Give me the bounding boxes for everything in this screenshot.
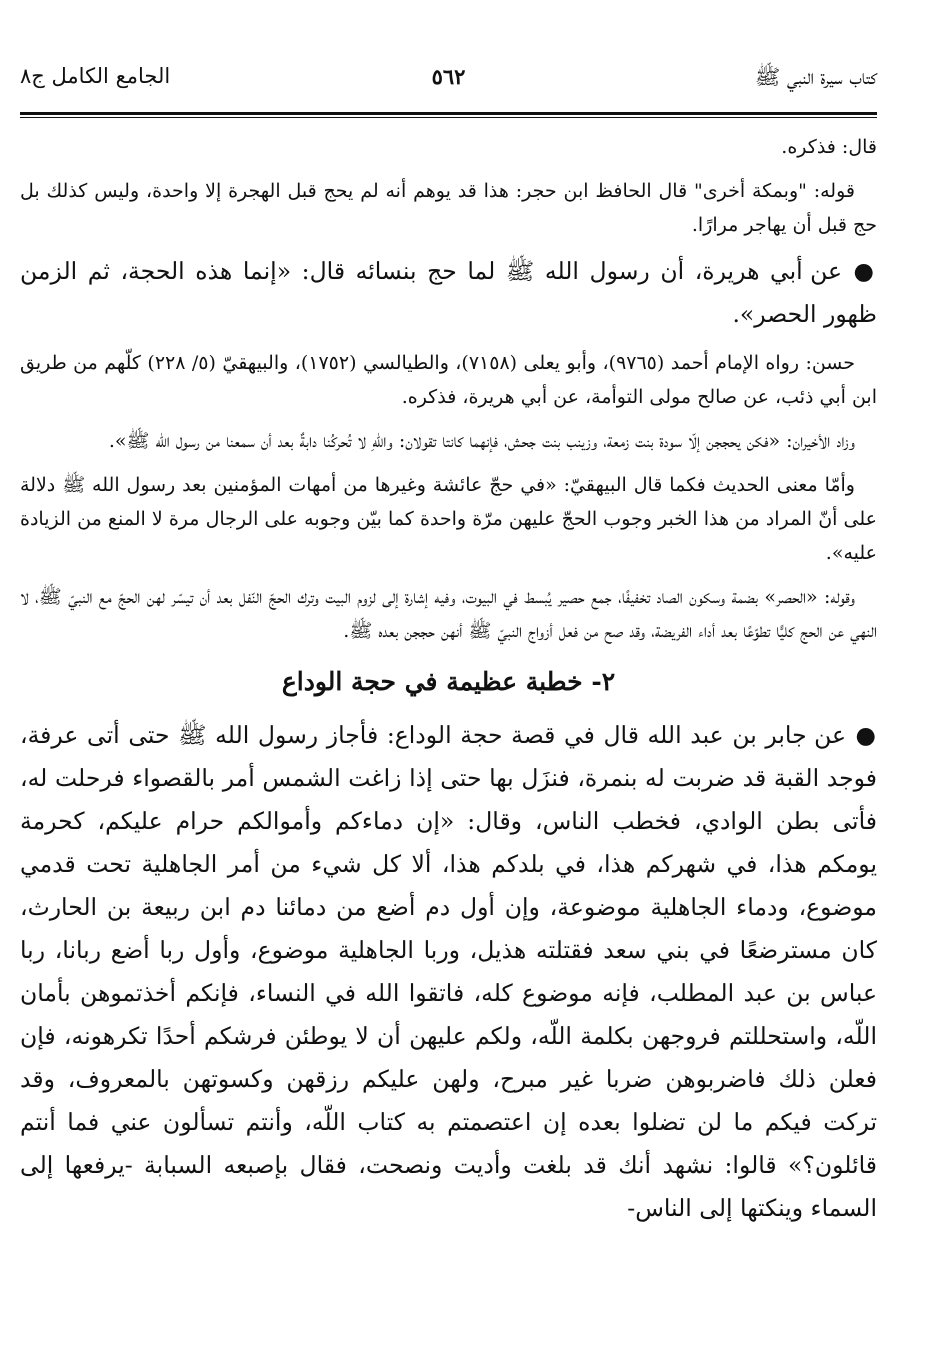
sermon-text: عن جابر بن عبد الله قال في قصة حجة الوداع: فأجاز رسول الله ﷺ حتى أتى عرفة، فوجد القبة قد ضربت له بنمرة، فنزَل بها حتى إذا زاغت الشمس أمر بالقصواء فرحلت له، فأتى بطن الوادي، فخطب الناس، وقال: «إن دماءكم وأموالكم حرام عليكم، كحرمة يومكم هذا، في شهركم هذا، في بلدكم هذا، ألا كل شيء من أمر الجاهلية تحت قدمي موضوع، ودماء الجاهلية موضوعة، وإن أول دم أضع من دمائنا دم ابن ربيعة بن الحارث، كان مسترضعًا في بني سعد فقتلته هذيل، وربا الجاهلية موضوع، وأول ربا أضع ربانا، ربا عباس بن عبد المطلب، فإنه موضوع كله، فاتقوا الله في النساء، فإنكم أخذتموهن بأمان اللّه، واستحللتم فروجهن بكلمة اللّه، ولكم عليهن أن لا يوطئن فرشكم أحدًا تكرهونه، فإن فعلن ذلك فاضربوهن ضربا غير مبرح، ولهن عليكم رزقهن وكسوتهن بالمعروف، وقد تركت فيكم ما لن تضلوا بعده إن اعتصمتم به كتاب اللّه، وأنتم تسألون عني فما أنتم قائلون؟» قالوا: نشهد أنك قد بلغت وأديت ونصحت، فقال بإصبعه السبابة -يرفعها إلى السماء وينكتها إلى الناس- [20,721,877,1222]
meaning-paragraph: وأمّا معنى الحديث فكما قال البيهقيّ: «في حجّ عائشة وغيرها من أمهات المؤمنين بعد رسول الله ﷺ دلالة على أنّ المراد من هذا الخبر وجوب الحجّ عليهن مرّة واحدة كما بيّن وجوبه على الرجال مرة لا المنع من الزيادة عليه». [20,474,877,564]
volume-label: الجامع الكامل ج٨ [20,64,171,88]
header-rule-thick [20,112,877,115]
header-rule-thin [20,117,877,118]
bullet-icon: ● [845,721,877,749]
book-title: كتاب سيرة النبي ﷺ [754,65,877,89]
page-number: ٥٦٢ [431,64,466,89]
sermon-paragraph [20,714,877,1230]
hadith-text: عن أبي هريرة، أن رسول الله ﷺ لما حج بنسائه قال: «إنما هذه الحجة، ثم الزمن ظهور الحصر». [20,257,877,328]
section-heading: ٢- خطبة عظيمة في حجة الوداع [281,667,616,696]
bullet-icon: ● [842,257,877,285]
takhrij-paragraph: حسن: رواه الإمام أحمد (٩٧٦٥)، وأبو يعلى (٧١٥٨)، والطيالسي (١٧٥٢)، والبيهقيّ (٥/ ٢٢٨) كلّهم من طريق ابن أبي ذئب، عن صالح مولى التوأمة، عن أبي هريرة، فذكره. [20,352,877,408]
explanation-paragraph: وقوله: «الحصر» بضمة وسكون الصاد تخفيفًا، جمع حصير يُبسط في البيوت، وفيه إشارة إلى لزوم البيت وترك الحجّ النّفل بعد أن تيسّر لهن الحجّ مع النبيّ ﷺ، لا النهي عن الحج كليًّا تطوّعًا بعد أداء الفريضة، وقد صح من فعل أزواج النبيّ ﷺ أنهن حججن بعده ﷺ. [20,586,877,642]
text-line-said: قال: فذكره. [781,136,877,158]
hadith-paragraph [20,250,877,336]
page-body [20,130,877,1230]
page-header [20,64,877,104]
book-page [20,0,877,1372]
addition-paragraph: وزاد الأخيران: «فكن يحججن إلّا سودة بنت زمعة، وزينب بنت جحش، فإنهما كانتا تقولان: واللّهِ لا تُحركُنا دابةٌ بعد أن سمعنا من رسول اللّه ﷺ». [108,430,855,452]
commentary-paragraph: قوله: "وبمكة أخرى" قال الحافظ ابن حجر: هذا قد يوهم أنه لم يحج قبل الهجرة إلا واحدة، وليس كذلك بل حج قبل أن يهاجر مرارًا. [20,180,877,236]
